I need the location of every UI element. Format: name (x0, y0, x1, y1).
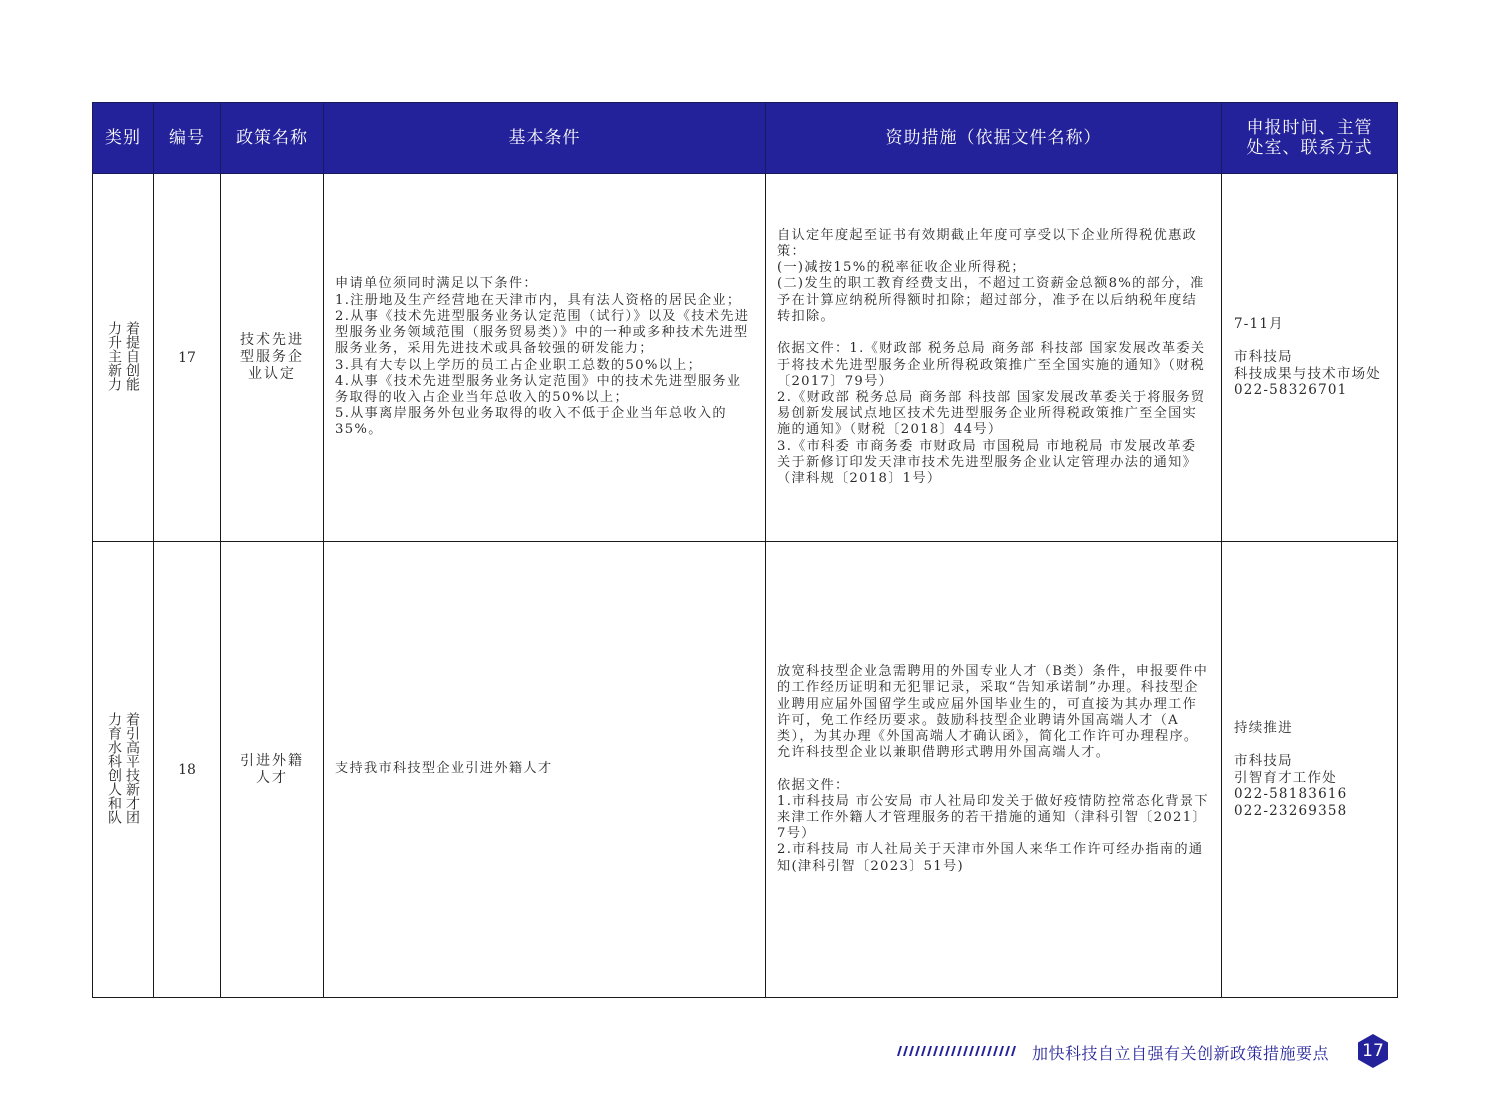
header-policy-name: 政策名称 (221, 103, 324, 174)
header-category: 类别 (93, 103, 154, 174)
row-conditions: 支持我市科技型企业引进外籍人才 (324, 542, 766, 998)
header-measures: 资助措施（依据文件名称） (766, 103, 1222, 174)
table-header-row (93, 103, 1398, 174)
row-policy-name: 引进外籍人才 (221, 542, 324, 998)
category-col: 力育水科创人和队 (106, 711, 122, 824)
footer-title: 加快科技自立自强有关创新政策措施要点 (1032, 1044, 1330, 1063)
row-contact: 7-11月 市科技局 科技成果与技术市场处 022-58326701 (1222, 174, 1398, 542)
row-category-cell (93, 542, 154, 998)
header-conditions: 基本条件 (324, 103, 766, 174)
row-number: 18 (154, 542, 221, 998)
row-contact: 持续推进 市科技局 引智育才工作处 022-58183616 022-23269358 (1222, 542, 1398, 998)
table-row (93, 542, 1398, 998)
table-row (93, 174, 1398, 542)
stripe-decoration-icon (895, 1046, 1017, 1056)
row-category-cell (93, 174, 154, 542)
row-measures: 自认定年度起至证书有效期截止年度可享受以下企业所得税优惠政策： (一)减按15%的税率征收企业所得税； (二)发生的职工教育经费支出，不超过工资薪金总额8%的部分，准予在计算应纳税所得额时扣除；超过部分，准予在以后纳税年度结转扣除。 依据文件：1.《财政部 税务总局 商务部 科技部 国家发展改革委关于将技术先进型服务企业所得税政策推广至全国实施的通知》（财税〔2017〕79号） 2.《财政部 税务总局 商务部 科技部 国家发展改革委关于将服务贸易创新发展试点地区技术先进型服务企业所得税政策推广至全国实施的通知》（财税〔2018〕44号） 3.《市科委 市商务委 市财政局 市国税局 市地税局 市发展改革委关于新修订印发天津市技术先进型服务企业认定管理办法的通知》（津科规〔2018〕1号） (766, 174, 1222, 542)
category-col: 着引高平技新才团 (124, 711, 140, 824)
row-measures: 放宽科技型企业急需聘用的外国专业人才（B类）条件，申报要件中的工作经历证明和无犯罪记录，采取“告知承诺制”办理。科技型企业聘用应届外国留学生或应届外国毕业生的，可直接为其办理工作许可，免工作经历要求。鼓励科技型企业聘请外国高端人才（A类），为其办理《外国高端人才确认函》，简化工作许可办理程序。允许科技型企业以兼职借聘形式聘用外国高端人才。 依据文件： 1.市科技局 市公安局 市人社局印发关于做好疫情防控常态化背景下来津工作外籍人才管理服务的若干措施的通知（津科引智〔2021〕7号） 2.市科技局 市人社局关于天津市外国人来华工作许可经办指南的通知(津科引智〔2023〕51号) (766, 542, 1222, 998)
header-contact: 申报时间、主管 处室、联系方式 (1222, 103, 1398, 174)
page-number-badge (1355, 1033, 1391, 1069)
page-number: 17 (1362, 1041, 1384, 1061)
page-footer (895, 1033, 1395, 1069)
category-col: 着提自创能 (124, 320, 140, 391)
row-category (106, 321, 140, 391)
header-number: 编号 (154, 103, 221, 174)
policy-table (92, 102, 1398, 998)
category-col: 力升主新力 (106, 320, 122, 391)
row-policy-name: 技术先进型服务企业认定 (221, 174, 324, 542)
row-number: 17 (154, 174, 221, 542)
row-category (106, 712, 140, 824)
row-conditions: 申请单位须同时满足以下条件： 1.注册地及生产经营地在天津市内，具有法人资格的居民企业； 2.从事《技术先进型服务业务认定范围（试行）》以及《技术先进型服务业务领域范围（服务贸易类）》中的一种或多种技术先进型服务业务，采用先进技术或具备较强的研发能力； 3.具有大专以上学历的员工占企业职工总数的50%以上； 4.从事《技术先进型服务业务认定范围》中的技术先进型服务业务取得的收入占企业当年总收入的50%以上； 5.从事离岸服务外包业务取得的收入不低于企业当年总收入的35%。 (324, 174, 766, 542)
